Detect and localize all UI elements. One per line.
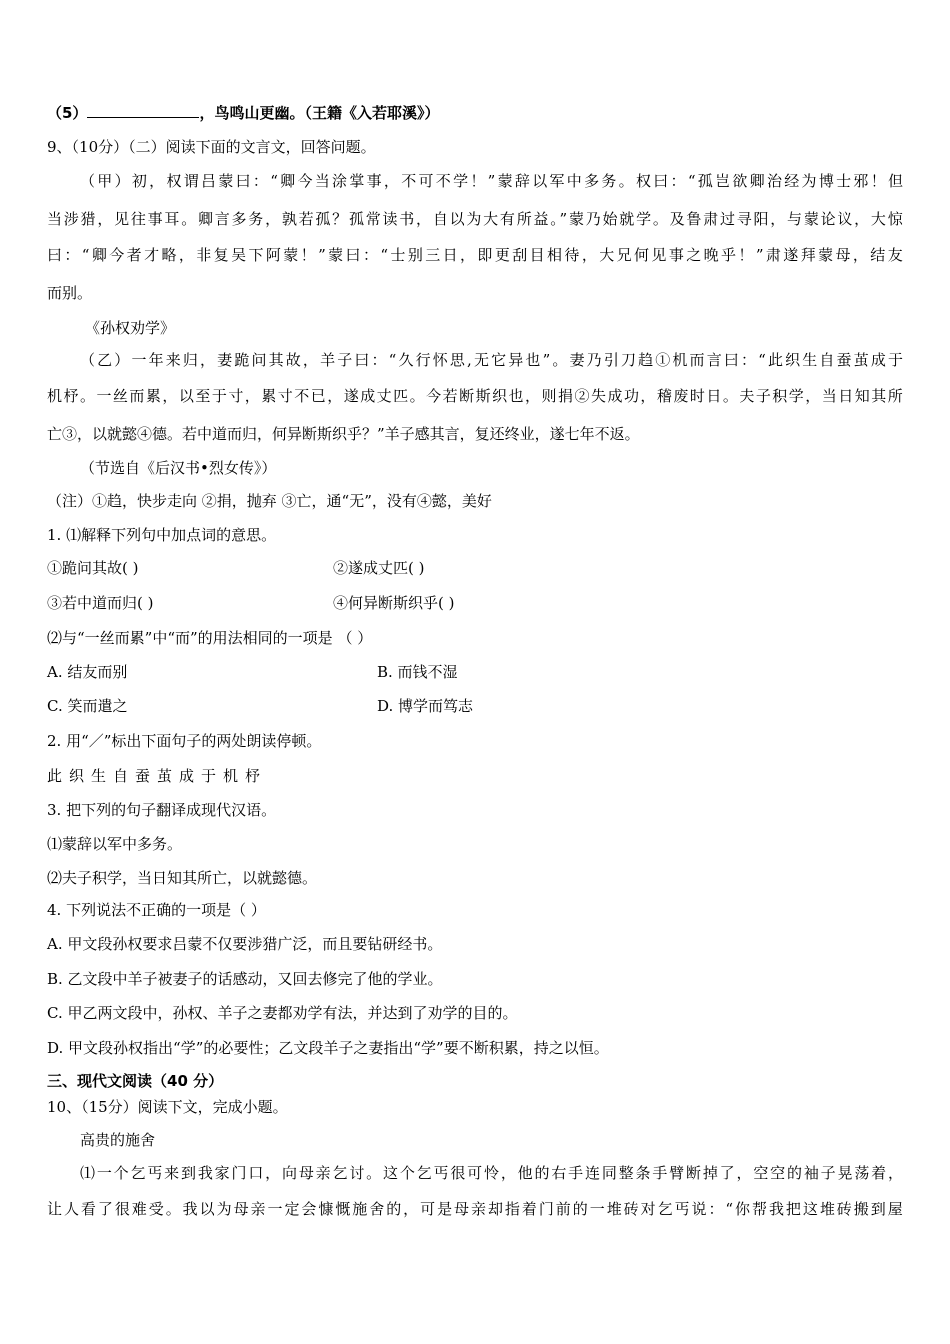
poem-line-suffix: ，鸟鸣山更幽。（王籍《入若耶溪》）	[199, 104, 440, 122]
option-a: A. 结友而别	[47, 663, 128, 681]
sub1-item-4: ④何异断斯织乎( )	[333, 594, 455, 612]
sub2-sentence: 此织生自蚕茧成于机杼	[47, 767, 268, 785]
poem-line-prefix: （5）	[47, 104, 88, 122]
sub1-row-2	[47, 593, 903, 613]
sub1-item-1: ①跪问其故( )	[47, 559, 139, 577]
essay-para-line-1: ⑴一个乞丐来到我家门口，向母亲乞讨。这个乞丐很可怜，他的右手连同整条手臂断掉了，空空的袖子晃荡着，	[80, 1164, 903, 1182]
essay-para-line-2: 让人看了很难受。我以为母亲一定会慷慨施舍的，可是母亲却指着门前的一堆砖对乞丐说：“你帮我把这堆砖搬到屋	[47, 1200, 903, 1218]
sub4-option-d: D. 甲文段孙权指出“学”的必要性；乙文段羊子之妻指出“学”要不断积累，持之以恒。	[47, 1039, 609, 1057]
jia-source: 《孙权劝学》	[85, 319, 176, 337]
sub2-title: 2. 用“／”标出下面句子的两处朗读停顿。	[47, 732, 322, 750]
sub4-option-b: B. 乙文段中羊子被妻子的话感动，又回去修完了他的学业。	[47, 970, 443, 988]
section-3-title: 三、现代文阅读（40 分）	[47, 1072, 224, 1090]
jia-line-1: （甲）初，权谓吕蒙曰：“卿今当涂掌事，不可不学！”蒙辞以军中多务。权曰：“孤岂欲卿治经为博士邪！但	[80, 172, 903, 190]
jia-line-4: 而别。	[47, 284, 93, 302]
sub3-sentence-2: ⑵夫子积学，当日知其所亡，以就懿德。	[47, 869, 318, 887]
sub3-sentence-1: ⑴蒙辞以军中多务。	[47, 835, 183, 853]
sub1-options-row-2	[47, 696, 903, 716]
option-b: B. 而钱不湿	[377, 663, 458, 681]
answer-blank[interactable]	[87, 103, 199, 118]
option-c: C. 笑而遣之	[47, 697, 128, 715]
sub4-option-c: C. 甲乙两文段中，孙权、羊子之妻都劝学有法，并达到了劝学的目的。	[47, 1004, 518, 1022]
poem-fill-line	[47, 103, 439, 123]
sub1-options-row-1	[47, 662, 903, 682]
yi-line-2: 机杼。一丝而累，以至于寸，累寸不已，遂成丈匹。今若断斯织也，则捐②失成功，稽废时日。夫子积学，当日知其所	[47, 387, 903, 405]
sub1-row-1	[47, 558, 903, 578]
sub1-item-3: ③若中道而归( )	[47, 594, 154, 612]
q9-header: 9、（10分）（二）阅读下面的文言文，回答问题。	[47, 138, 376, 156]
sub1-part2: ⑵与“一丝而累”中“而”的用法相同的一项是 （ ）	[47, 629, 373, 647]
option-d: D. 博学而笃志	[377, 697, 474, 715]
essay-title: 高贵的施舍	[80, 1131, 156, 1149]
notes: （注）①趋，快步走向 ②捐，抛弃 ③亡，通“无”，没有④懿，美好	[47, 492, 492, 510]
sub3-title: 3. 把下列的句子翻译成现代汉语。	[47, 801, 277, 819]
sub4-option-a: A. 甲文段孙权要求吕蒙不仅要涉猎广泛，而且要钻研经书。	[47, 935, 443, 953]
sub1-item-2: ②遂成丈匹( )	[333, 559, 425, 577]
yi-line-1: （乙）一年来归，妻跪问其故，羊子曰：“久行怀思,无它异也”。妻乃引刀趋①机而言曰：“此织生自蚕茧成于	[80, 351, 903, 369]
q10-header: 10、（15分）阅读下文，完成小题。	[47, 1098, 288, 1116]
yi-source: （节选自《后汉书•烈女传》）	[80, 459, 277, 477]
jia-line-2: 当涉猎，见往事耳。卿言多务，孰若孤？孤常读书，自以为大有所益。”蒙乃始就学。及鲁肃过寻阳，与蒙论议，大惊	[47, 210, 903, 228]
jia-line-3: 曰：“卿今者才略，非复吴下阿蒙！”蒙曰：“士别三日，即更刮目相待，大兄何见事之晚乎！”肃遂拜蒙母，结友	[47, 246, 903, 264]
yi-line-3: 亡③，以就懿④德。若中道而归，何异断斯织乎？”羊子感其言，复还终业，遂七年不返。	[47, 425, 640, 443]
sub4-title: 4. 下列说法不正确的一项是（ ）	[47, 901, 266, 919]
sub1-title: 1. ⑴解释下列句中加点词的意思。	[47, 526, 277, 544]
